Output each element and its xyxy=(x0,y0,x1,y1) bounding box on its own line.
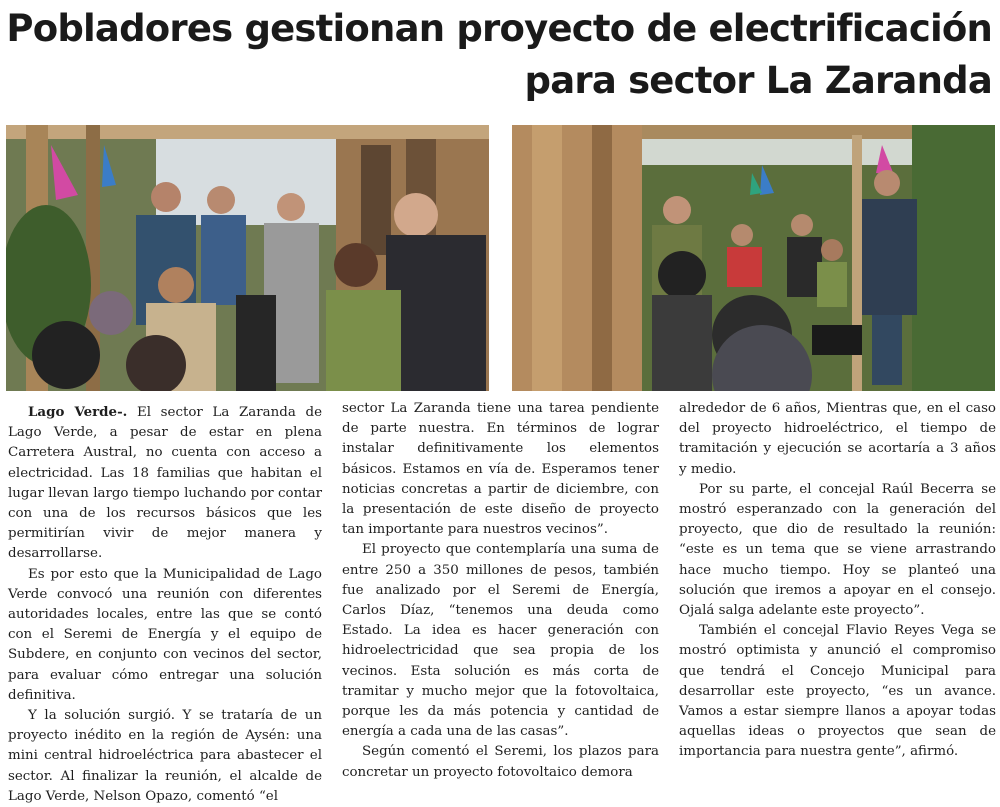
article-paragraph: alrededor de 6 años, Mientras que, en el caso del proyecto hidroeléctrico, el tiempo de tramitación y ejecución se acortaría a 3 años y medio. xyxy=(679,401,996,477)
article-paragraph: Por su parte, el concejal Raúl Becerra se mostró esperanzado con la generación del proyecto, que dio de resultado la reunión: “este es un tema que se viene arrastrando hace mucho tiempo. Hoy se planteó una solución que iremos a apoyar en el consejo. Ojalá salga adelante este proyecto”. xyxy=(679,481,996,619)
article-paragraph: Según comentó el Seremi, los plazos para concretar un proyecto fotovoltaico demora xyxy=(342,744,659,780)
photo-residents-right xyxy=(512,125,995,391)
article-column-3 xyxy=(679,399,996,763)
article-paragraph: Es por esto que la Municipalidad de Lago Verde convocó una reunión con diferentes autoridades locales, entre las que se contó con el Seremi de Energía y el equipo de Subdere, en conjunto con vecinos del sector, para evaluar cómo entregar una solución definitiva. xyxy=(8,566,322,703)
photo-meeting-left xyxy=(6,125,489,391)
paragraph-text: El sector La Zaranda de Lago Verde, a pesar de estar en plena Carretera Austral, no cuenta con acceso a electricidad. Las 18 familias que habitan el lugar llevan largo tiempo luchando por contar con una de los recursos básicos que les permitirían vivir de mejor manera y desarrollarse. xyxy=(8,405,322,562)
headline-line-1: Pobladores gestionan proyecto de electrificación xyxy=(6,7,992,50)
article-paragraph: sector La Zaranda tiene una tarea pendiente de parte nuestra. En términos de lograr instalar definitivamente los elementos básicos. Estamos en vía de. Esperamos tener noticias concretas a partir de diciembre, con la presentación de este diseño de proyecto tan importante para nuestros vecinos”. xyxy=(342,401,659,538)
photo-meeting-illustration xyxy=(6,125,489,391)
article-paragraph: El proyecto que contemplaría una suma de entre 250 a 350 millones de pesos, también fue analizado por el Seremi de Energía, Carlos Díaz, “tenemos una deuda como Estado. La idea es hacer generación con hidroelectricidad que sea propia de los vecinos. Esta solución es más corta de tramitar y mucho mejor que la fotovoltaica, porque les da más potencia y cantidad de energía a cada una de las casas”. xyxy=(342,542,659,740)
article-paragraph: Y la solución surgió. Y se trataría de un proyecto inédito en la región de Aysén: una mini central hidroeléctrica para abastecer el sector. Al finalizar la reunión, el alcalde de Lago Verde, Nelson Opazo, comentó “el xyxy=(8,708,322,804)
article-paragraph xyxy=(8,402,322,565)
headline-line-2: para sector La Zaranda xyxy=(524,59,992,102)
dateline: Lago Verde-. xyxy=(28,404,128,420)
article-column-2 xyxy=(342,399,659,783)
article-column-1 xyxy=(8,402,322,807)
photo-residents-illustration xyxy=(512,125,995,391)
article-paragraph: También el concejal Flavio Reyes Vega se mostró optimista y anunció el compromiso que tendrá el Concejo Municipal para desarrollar este proyecto, “es un avance. Vamos a estar siempre llanos a apoyar todas aquellas ideas o proyectos que sean de importancia para nuestra gente”, afirmó. xyxy=(679,623,996,760)
